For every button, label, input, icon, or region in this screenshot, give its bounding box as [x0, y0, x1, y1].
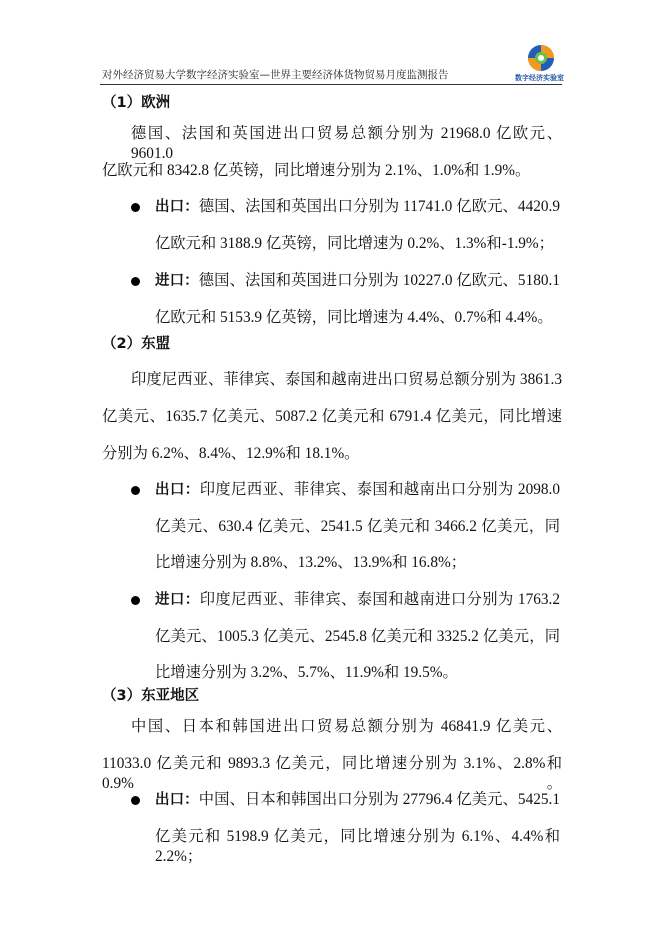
bullet-label: 出口：	[155, 199, 199, 215]
bullet-line: 亿美元、630.4 亿美元、2541.5 亿美元和 3466.2 亿美元，同	[155, 518, 560, 535]
logo-text: 数字经济实验室	[515, 74, 564, 82]
bullet-text: 印度尼西亚、菲律宾、泰国和越南进口分别为 1763.2	[199, 591, 560, 608]
section-heading: （1）欧洲	[102, 95, 171, 111]
bullet-line	[155, 790, 560, 810]
section-heading: （3）东亚地区	[102, 688, 200, 704]
bullet-line: 比增速分别为 3.2%、5.7%、11.9%和 19.5%。	[155, 664, 458, 681]
bullet-line: 亿欧元和 3188.9 亿英镑，同比增速为 0.2%、1.3%和-1.9%；	[155, 235, 554, 252]
bullet-line: 亿欧元和 5153.9 亿英镑，同比增速为 4.4%、0.7%和 4.4%。	[155, 309, 553, 326]
bullet-line	[155, 197, 560, 217]
bullet-line: 比增速分别为 8.8%、13.2%、13.9%和 16.8%；	[155, 554, 467, 571]
bullet-line	[155, 271, 560, 291]
bullet-label: 出口：	[155, 482, 200, 498]
bullet-line	[155, 590, 560, 610]
lab-logo-icon	[527, 44, 555, 72]
bullet-label: 出口：	[155, 792, 199, 808]
bullet-label: 进口：	[155, 273, 199, 289]
paragraph-line: 中国、日本和韩国进出口贸易总额分别为 46841.9 亿美元、	[131, 718, 562, 735]
bullet-line: 亿美元和 5198.9 亿美元，同比增速分别为 6.1%、4.4%和 2.2%；	[155, 828, 560, 865]
section-heading: （2）东盟	[102, 336, 171, 352]
paragraph-line: 11033.0 亿美元和 9893.3 亿美元，同比增速分别为 3.1%、2.8%和 0.9%。	[102, 755, 562, 792]
paragraph-line: 亿欧元和 8342.8 亿英镑，同比增速分别为 2.1%、1.0%和 1.9%。	[102, 162, 531, 179]
paragraph-line: 亿美元、1635.7 亿美元、5087.2 亿美元和 6791.4 亿美元，同比增速	[102, 408, 562, 425]
bullet-text: 德国、法国和英国进口分别为 10227.0 亿欧元、5180.1	[198, 272, 560, 289]
bullet-label: 进口：	[155, 592, 200, 608]
running-header: 对外经济贸易大学数字经济实验室—世界主要经济体货物贸易月度监测报告	[102, 69, 449, 81]
paragraph-line: 分别为 6.2%、8.4%、12.9%和 18.1%。	[102, 445, 360, 462]
paragraph-line: 印度尼西亚、菲律宾、泰国和越南进出口贸易总额分别为 3861.3	[131, 371, 562, 388]
bullet-text: 德国、法国和英国出口分别为 11741.0 亿欧元、4420.9	[198, 198, 560, 215]
bullet-icon	[131, 277, 140, 286]
bullet-text: 印度尼西亚、菲律宾、泰国和越南出口分别为 2098.0	[199, 481, 560, 498]
paragraph-line: 德国、法国和英国进出口贸易总额分别为 21968.0 亿欧元、9601.0	[131, 125, 562, 162]
bullet-icon	[131, 596, 140, 605]
header-rule	[100, 84, 562, 85]
bullet-line	[155, 480, 560, 500]
bullet-icon	[131, 486, 140, 495]
bullet-text: 中国、日本和韩国出口分别为 27796.4 亿美元、5425.1	[198, 791, 560, 808]
bullet-icon	[131, 796, 140, 805]
bullet-icon	[131, 203, 140, 212]
bullet-line: 亿美元、1005.3 亿美元、2545.8 亿美元和 3325.2 亿美元，同	[155, 628, 560, 645]
